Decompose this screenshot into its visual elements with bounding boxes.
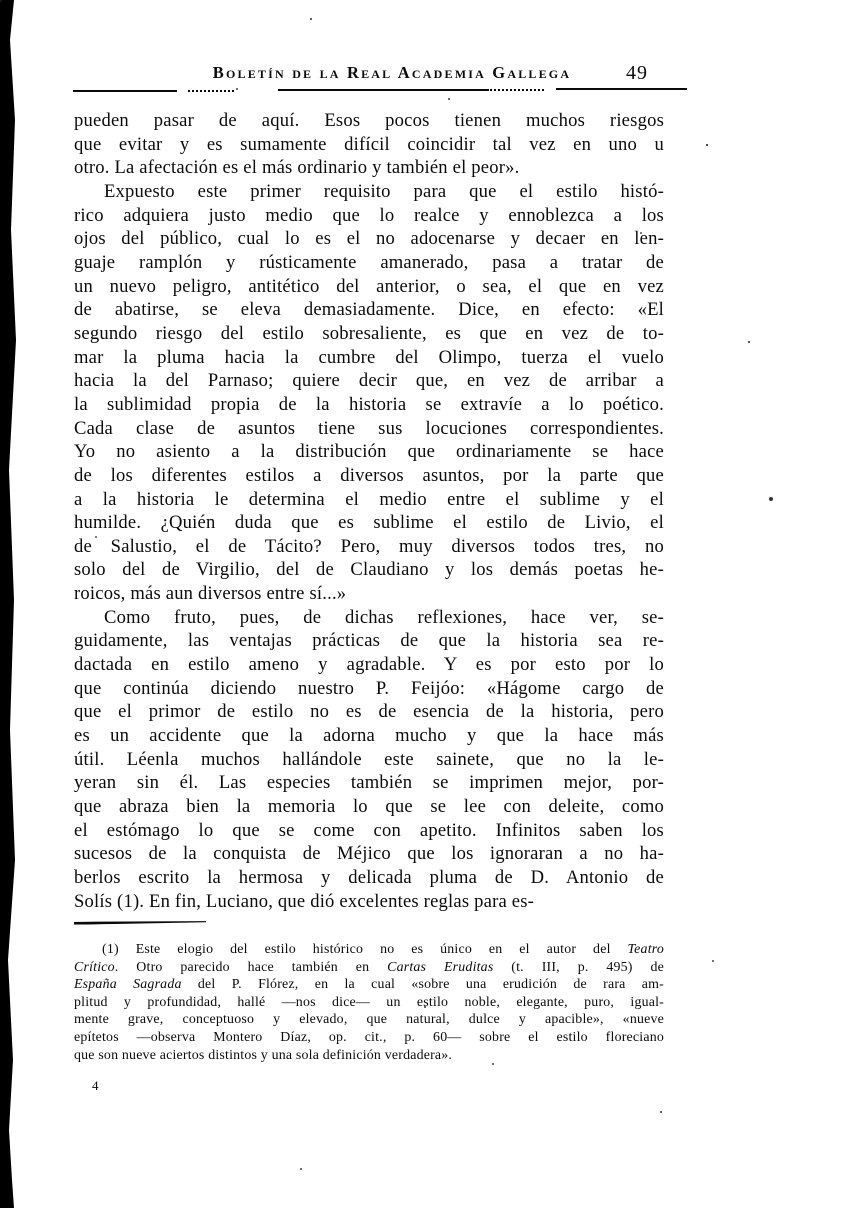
header-rule-left [73, 90, 177, 92]
text-line: dactada en estilo ameno y agradable. Y es por esto por lo [74, 654, 664, 676]
text-line: mente grave, conceptuoso y elevado, que natural, dulce y apacible», «nueve [74, 1012, 664, 1028]
text-line: sucesos de la conquista de Méjico que los ignoraran a no ha- [74, 843, 664, 865]
page-number: 49 [626, 62, 648, 84]
paragraph [74, 180, 664, 606]
text-line: Cada clase de asuntos tiene sus locuciones correspondientes. [74, 417, 664, 439]
text-line: Crítico. Otro parecido hace también en Cartas Eruditas (t. III, p. 495) de [74, 959, 664, 975]
text-line: la sublimidad propia de la historia se extravíe a lo poético. [74, 393, 664, 415]
text-line: que abraza bien la memoria lo que se lee con deleite, como [74, 796, 664, 818]
text-line: que evitar y es sumamente difícil coincidir tal vez en uno u [74, 133, 664, 155]
scan-noise-specks [0, 0, 2, 2]
header-rule-center [278, 89, 487, 91]
running-header [74, 63, 664, 89]
text-line: yeran sin él. Las especies también se imprimen mejor, por- [74, 772, 664, 794]
text-line: guaje ramplón y rústicamente amanerado, pasa a tratar de [74, 251, 664, 273]
body-text [74, 109, 664, 913]
text-line: el estómago lo que se come con apetito. Infinitos saben los [74, 819, 664, 841]
text-line: Expuesto este primer requisito para que el estilo histó- [104, 180, 664, 202]
scan-gutter-shadow [0, 0, 19, 1208]
text-line: roicos, más aun diversos entre sí...» [74, 583, 347, 605]
text-line: rico adquiera justo medio que lo realce y ennoblezca a los [74, 204, 664, 226]
text-line: a la historia le determina el medio entre el sublime y el [74, 488, 664, 510]
text-line: un nuevo peligro, antitético del anterior, o sea, el que en vez [74, 275, 664, 297]
text-line: que continúa diciendo nuestro P. Feijóo: «Hágome cargo de [74, 677, 664, 699]
footnote [74, 941, 664, 1064]
text-line: de abatirse, se eleva demasiadamente. Dice, en efecto: «El [74, 299, 664, 321]
text-line: segundo riesgo del estilo sobresaliente, es que en vez de to- [74, 322, 664, 344]
text-line: mar la pluma hacia la cumbre del Olimpo, tuerza el vuelo [74, 346, 664, 368]
text-line: ojos del público, cual lo es el no adocenarse y decaer en len- [74, 228, 664, 250]
text-line: es un accidente que la adorna mucho y que la hace más [74, 725, 664, 747]
text-line: solo del de Virgilio, del de Claudiano y los demás poetas he- [74, 559, 664, 581]
footnote-separator-rule [74, 920, 206, 925]
text-line: Solís (1). En fin, Luciano, que dió excelentes reglas para es- [74, 890, 535, 912]
text-line: otro. La afectación es el más ordinario y también el peor». [74, 157, 520, 179]
header-rule-dots-right [487, 89, 544, 91]
text-line: pueden pasar de aquí. Esos pocos tienen muchos riesgos [74, 110, 664, 131]
text-line: hacia la del Parnaso; quiere decir que, en vez de arribar a [74, 370, 664, 392]
signature-mark: 4 [92, 1078, 99, 1093]
running-header-title: Boletín de la Real Academia Gallega [212, 63, 572, 82]
text-line: plitud y profundidad, hallé —nos dice— un estilo noble, elegante, puro, igual- [74, 994, 664, 1010]
text-line: epítetos —observa Montero Díaz, op. cit., p. 60— sobre el estilo floreciano [74, 1029, 664, 1045]
text-line: guidamente, las ventajas prácticas de que la historia sea re- [74, 630, 664, 652]
text-line: humilde. ¿Quién duda que es sublime el estilo de Livio, el [74, 512, 664, 534]
text-line: Como fruto, pues, de dichas reflexiones, hace ver, se- [104, 606, 664, 628]
header-rule-dots-left [188, 90, 234, 92]
text-line: que son nueve aciertos distintos y una sola definición verdadera». [74, 1047, 453, 1063]
paragraph [74, 606, 664, 914]
text-line: de los diferentes estilos a diversos asuntos, por la parte que [74, 464, 664, 486]
paragraph-continuation [74, 109, 664, 180]
text-line: berlos escrito la hermosa y delicada pluma de D. Antonio de [74, 867, 664, 888]
text-line: Yo no asiento a la distribución que ordinariamente se hace [74, 441, 664, 463]
text-line: útil. Léenla muchos hallándole este sainete, que no la le- [74, 748, 664, 770]
text-line: (1) Este elogio del estilo histórico no es único en el autor del Teatro [102, 942, 664, 957]
text-line: de Salustio, el de Tácito? Pero, muy diversos todos tres, no [74, 535, 664, 557]
header-rule-right [556, 88, 687, 90]
text-line: España Sagrada del P. Flórez, en la cual «sobre una erudición de rara am- [74, 977, 664, 993]
text-line: que el primor de estilo no es de esencia de la historia, pero [74, 701, 664, 723]
